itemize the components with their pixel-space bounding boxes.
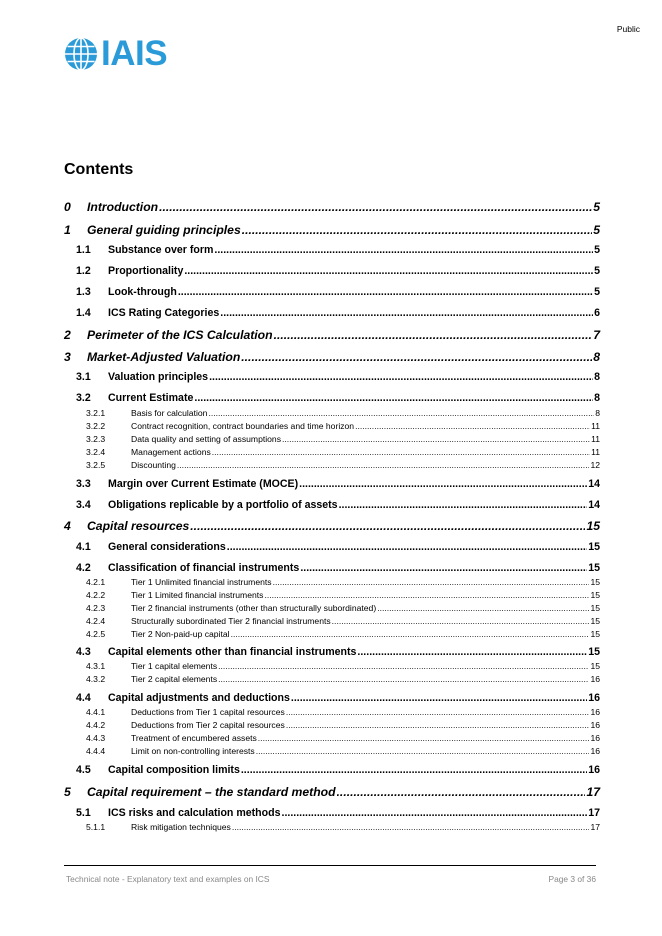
toc-title: Proportionality (108, 265, 184, 277)
toc-number: 4.3 (76, 646, 91, 658)
toc-entry-3-2-1[interactable] (86, 408, 600, 418)
toc-leader-dots (256, 746, 590, 756)
toc-number: 4.2.2 (86, 590, 106, 600)
toc-number: 3.1 (76, 371, 91, 383)
toc-entry-1[interactable] (64, 223, 600, 237)
toc-entry-5[interactable] (64, 785, 600, 799)
toc-leader-dots (227, 541, 587, 553)
toc-number: 4.5 (76, 764, 91, 776)
toc-page-number: 16 (590, 707, 600, 717)
toc-leader-dots (300, 562, 587, 574)
toc-entry-4[interactable] (64, 519, 600, 533)
toc-number: 3.2.2 (86, 421, 106, 431)
footer-page-number: Page 3 of 36 (548, 874, 596, 884)
toc-entry-3-2[interactable] (76, 392, 600, 404)
toc-number: 3.4 (76, 499, 91, 511)
toc-page-number: 15 (586, 519, 600, 533)
toc-entry-3-4[interactable] (76, 499, 600, 511)
toc-page-number: 15 (590, 577, 600, 587)
toc-entry-1-4[interactable] (76, 307, 600, 319)
toc-title: Tier 2 capital elements (131, 674, 218, 684)
toc-leader-dots (212, 447, 590, 457)
toc-page-number: 5 (594, 286, 600, 298)
toc-title: Obligations replicable by a portfolio of assets (108, 499, 338, 511)
logo-text: IAIS (101, 34, 168, 73)
toc-title: Risk mitigation techniques (131, 822, 231, 832)
toc-number: 4.1 (76, 541, 91, 553)
toc-number: 3.2.4 (86, 447, 106, 457)
toc-leader-dots (242, 223, 592, 237)
toc-entry-3[interactable] (64, 350, 600, 364)
toc-leader-dots (159, 200, 592, 214)
toc-page-number: 5 (593, 223, 600, 237)
toc-title: Structurally subordinated Tier 2 financial instruments (131, 616, 331, 626)
toc-leader-dots (218, 674, 589, 684)
toc-entry-1-1[interactable] (76, 244, 600, 256)
toc-title: General considerations (108, 541, 226, 553)
classification-label: Public (616, 24, 640, 34)
toc-entry-3-2-2[interactable] (86, 421, 600, 431)
toc-leader-dots (273, 577, 590, 587)
toc-page-number: 5 (594, 244, 600, 256)
toc-leader-dots (299, 478, 587, 490)
toc-entry-1-3[interactable] (76, 286, 600, 298)
toc-leader-dots (214, 244, 593, 256)
toc-page-number: 12 (590, 460, 600, 470)
toc-entry-5-1[interactable] (76, 807, 600, 819)
toc-entry-3-3[interactable] (76, 478, 600, 490)
toc-title: Deductions from Tier 1 capital resources (131, 707, 285, 717)
toc-page-number: 11 (591, 434, 600, 444)
toc-leader-dots (220, 307, 593, 319)
toc-leader-dots (332, 616, 590, 626)
toc-number: 1 (64, 223, 71, 237)
toc-entry-4-2-1[interactable] (86, 577, 600, 587)
toc-page-number: 14 (588, 478, 600, 490)
toc-entry-4-3-1[interactable] (86, 661, 600, 671)
toc-number: 5.1 (76, 807, 91, 819)
toc-entry-3-2-4[interactable] (86, 447, 600, 457)
toc-page-number: 16 (588, 764, 600, 776)
toc-number: 4.4.2 (86, 720, 106, 730)
toc-number: 4.2.1 (86, 577, 106, 587)
toc-title: Tier 2 Non-paid-up capital (131, 629, 230, 639)
toc-number: 1.1 (76, 244, 91, 256)
toc-page-number: 16 (590, 733, 600, 743)
toc-number: 4.3.1 (86, 661, 106, 671)
toc-title: Limit on non-controlling interests (131, 746, 255, 756)
toc-title: Capital elements other than financial instruments (108, 646, 357, 658)
toc-title: Classification of financial instruments (108, 562, 300, 574)
toc-page-number: 15 (590, 616, 600, 626)
toc-leader-dots (184, 265, 593, 277)
toc-title: Perimeter of the ICS Calculation (87, 328, 273, 342)
toc-title: Capital composition limits (108, 764, 240, 776)
toc-number: 4.4.1 (86, 707, 106, 717)
toc-leader-dots (337, 785, 586, 799)
toc-title: Market-Adjusted Valuation (87, 350, 241, 364)
toc-title: Data quality and setting of assumptions (131, 434, 282, 444)
toc-entry-2[interactable] (64, 328, 600, 342)
toc-leader-dots (377, 603, 589, 613)
toc-page-number: 5 (593, 200, 600, 214)
toc-number: 4.2.3 (86, 603, 106, 613)
toc-entry-3-2-5[interactable] (86, 460, 600, 470)
toc-page-number: 14 (588, 499, 600, 511)
toc-leader-dots (355, 421, 590, 431)
toc-title: Discounting (131, 460, 176, 470)
toc-page-number: 7 (593, 328, 600, 342)
toc-page-number: 15 (590, 590, 600, 600)
toc-number: 1.3 (76, 286, 91, 298)
globe-icon (64, 37, 98, 71)
toc-title: Capital adjustments and deductions (108, 692, 290, 704)
toc-entry-4-4-3[interactable] (86, 733, 600, 743)
toc-leader-dots (194, 392, 593, 404)
toc-number: 4.3.2 (86, 674, 106, 684)
toc-title: Deductions from Tier 2 capital resources (131, 720, 285, 730)
toc-title: General guiding principles (87, 223, 241, 237)
toc-page-number: 8 (594, 371, 600, 383)
toc-number: 4.2.5 (86, 629, 106, 639)
toc-leader-dots (190, 519, 585, 533)
toc-page-number: 8 (594, 392, 600, 404)
contents-heading: Contents (64, 161, 134, 178)
toc-entry-4-4-1[interactable] (86, 707, 600, 717)
toc-leader-dots (282, 434, 590, 444)
toc-title: ICS risks and calculation methods (108, 807, 281, 819)
toc-number: 4.2 (76, 562, 91, 574)
toc-leader-dots (231, 629, 590, 639)
toc-page-number: 16 (590, 720, 600, 730)
footer-document-title: Technical note - Explanatory text and examples on ICS (66, 874, 270, 884)
toc-title: Tier 2 financial instruments (other than structurally subordinated) (131, 603, 377, 613)
toc-page-number: 15 (588, 646, 600, 658)
toc-leader-dots (208, 408, 594, 418)
toc-entry-4-3-2[interactable] (86, 674, 600, 684)
toc-leader-dots (286, 720, 590, 730)
toc-title: Treatment of encumbered assets (131, 733, 257, 743)
toc-title: Contract recognition, contract boundaries and time horizon (131, 421, 355, 431)
toc-entry-4-2-5[interactable] (86, 629, 600, 639)
toc-page-number: 8 (595, 408, 600, 418)
toc-page-number: 11 (591, 421, 600, 431)
toc-leader-dots (241, 764, 587, 776)
toc-entry-4-3[interactable] (76, 646, 600, 658)
toc-entry-4-5[interactable] (76, 764, 600, 776)
toc-leader-dots (357, 646, 587, 658)
toc-title: Capital requirement – the standard method (87, 785, 336, 799)
toc-number: 3.2 (76, 392, 91, 404)
toc-leader-dots (241, 350, 592, 364)
toc-number: 3 (64, 350, 71, 364)
toc-page-number: 15 (590, 603, 600, 613)
toc-number: 1.2 (76, 265, 91, 277)
toc-title: Tier 1 Limited financial instruments (131, 590, 264, 600)
toc-leader-dots (286, 707, 590, 717)
toc-page-number: 17 (586, 785, 600, 799)
toc-title: Valuation principles (108, 371, 209, 383)
toc-number: 4.4.4 (86, 746, 106, 756)
toc-leader-dots (339, 499, 588, 511)
toc-title: Tier 1 capital elements (131, 661, 218, 671)
toc-leader-dots (209, 371, 593, 383)
toc-leader-dots (177, 460, 590, 470)
toc-number: 3.3 (76, 478, 91, 490)
toc-title: Basis for calculation (131, 408, 208, 418)
toc-entry-4-2-3[interactable] (86, 603, 600, 613)
toc-title: Management actions (131, 447, 211, 457)
toc-leader-dots (282, 807, 588, 819)
toc-title: Current Estimate (108, 392, 194, 404)
toc-number: 0 (64, 200, 71, 214)
toc-page-number: 15 (588, 541, 600, 553)
toc-title: Capital resources (87, 519, 190, 533)
toc-entry-3-2-3[interactable] (86, 434, 600, 444)
toc-title: Substance over form (108, 244, 214, 256)
toc-leader-dots (258, 733, 590, 743)
toc-page-number: 16 (590, 674, 600, 684)
toc-leader-dots (178, 286, 593, 298)
toc-page-number: 17 (588, 807, 600, 819)
toc-leader-dots (291, 692, 587, 704)
toc-number: 4.4 (76, 692, 91, 704)
toc-title: Look-through (108, 286, 177, 298)
toc-number: 3.2.5 (86, 460, 106, 470)
toc-number: 4 (64, 519, 71, 533)
toc-page-number: 15 (588, 562, 600, 574)
toc-page-number: 5 (594, 265, 600, 277)
toc-number: 5 (64, 785, 71, 799)
toc-number: 3.2.3 (86, 434, 106, 444)
toc-page-number: 17 (590, 822, 600, 832)
toc-entry-4-4[interactable] (76, 692, 600, 704)
toc-number: 1.4 (76, 307, 91, 319)
toc-page-number: 16 (590, 746, 600, 756)
toc-page-number: 8 (593, 350, 600, 364)
toc-title: Introduction (87, 200, 159, 214)
toc-page-number: 15 (590, 661, 600, 671)
toc-entry-3-1[interactable] (76, 371, 600, 383)
toc-entry-4-4-4[interactable] (86, 746, 600, 756)
toc-number: 4.2.4 (86, 616, 106, 626)
toc-number: 2 (64, 328, 71, 342)
toc-page-number: 15 (590, 629, 600, 639)
toc-entry-5-1-1[interactable] (86, 822, 600, 832)
toc-entry-1-2[interactable] (76, 265, 600, 277)
toc-entry-0[interactable] (64, 200, 600, 214)
toc-entry-4-2[interactable] (76, 562, 600, 574)
toc-page-number: 6 (594, 307, 600, 319)
toc-number: 4.4.3 (86, 733, 106, 743)
toc-page-number: 16 (588, 692, 600, 704)
toc-title: ICS Rating Categories (108, 307, 220, 319)
toc-number: 5.1.1 (86, 822, 106, 832)
toc-leader-dots (264, 590, 589, 600)
toc-entry-4-2-2[interactable] (86, 590, 600, 600)
toc-leader-dots (218, 661, 589, 671)
toc-leader-dots (232, 822, 590, 832)
toc-title: Margin over Current Estimate (MOCE) (108, 478, 299, 490)
toc-entry-4-1[interactable] (76, 541, 600, 553)
toc-entry-4-2-4[interactable] (86, 616, 600, 626)
toc-entry-4-4-2[interactable] (86, 720, 600, 730)
toc-leader-dots (274, 328, 593, 342)
toc-number: 3.2.1 (86, 408, 106, 418)
toc-page-number: 11 (591, 447, 600, 457)
toc-title: Tier 1 Unlimited financial instruments (131, 577, 272, 587)
footer-divider (64, 865, 596, 866)
iais-logo (64, 34, 168, 73)
